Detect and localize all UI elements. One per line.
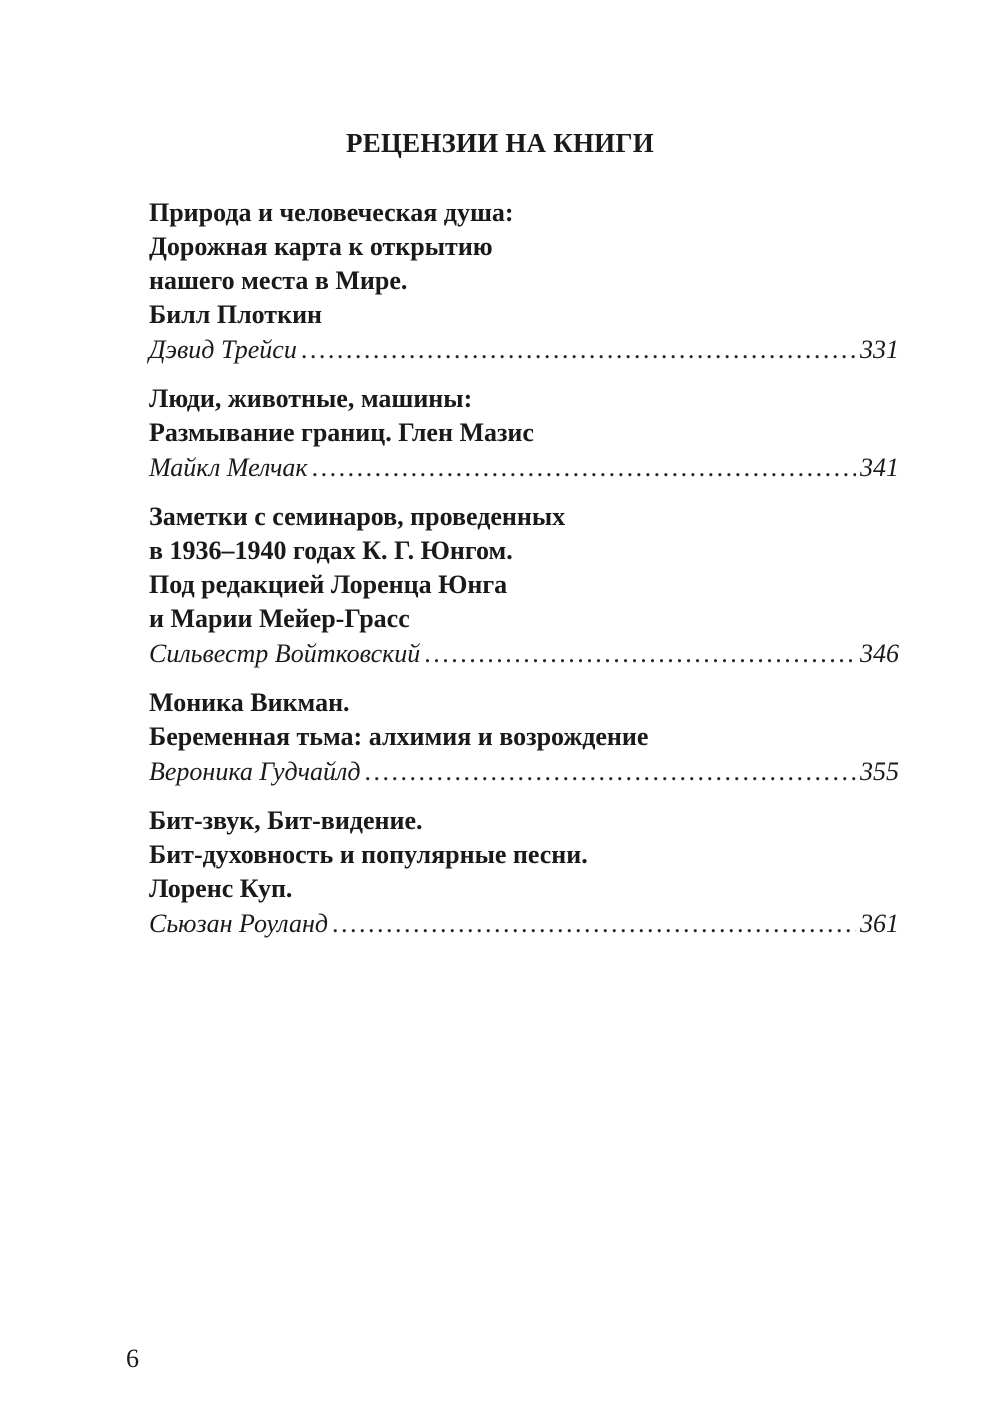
title-line: Природа и человеческая душа: [149,198,514,227]
title-line: в 1936–1940 годах К. Г. Юнгом. [149,536,513,565]
book-title [149,804,899,906]
page-ref: 361 [860,909,899,938]
title-line: Лоренс Куп. [149,874,293,903]
title-line: нашего места в Мире. [149,266,408,295]
book-title [149,500,899,636]
title-line: и Марии Мейер-Грасс [149,604,410,633]
title-line: Люди, животные, машины: [149,384,473,413]
reviewer-name: Майкл Мелчак [149,453,308,482]
title-line: Моника Викман. [149,688,350,717]
reviewer-name: Дэвид Трейси [149,335,297,364]
reviewer-line [149,636,899,672]
page-ref: 346 [860,639,899,668]
toc-entry [149,686,899,790]
reviewer-name: Сильвестр Войтковский [149,639,421,668]
section-title: РЕЦЕНЗИИ НА КНИГИ [346,128,654,158]
dot-leader [301,332,856,368]
title-line: Размывание границ. Глен Мазис [149,418,534,447]
reviewer-name: Вероника Гудчайлд [149,757,361,786]
reviewer-line [149,450,899,486]
reviewer-line [149,906,899,942]
reviewer-name: Сьюзан Роуланд [149,909,329,938]
dot-leader [332,906,856,942]
toc-entry [149,804,899,942]
title-line: Заметки с семинаров, проведенных [149,502,566,531]
book-title [149,196,899,332]
page-ref: 331 [860,335,899,364]
title-line: Билл Плоткин [149,300,323,329]
dot-leader [424,636,856,672]
toc-entry [149,382,899,486]
toc-entry [149,196,899,368]
reviewer-line [149,754,899,790]
title-line: Дорожная карта к открытию [149,232,493,261]
dot-leader [312,450,856,486]
title-line: Бит-духовность и популярные песни. [149,840,588,869]
page-ref: 341 [860,453,899,482]
book-title [149,686,899,754]
title-line: Под редакцией Лоренца Юнга [149,570,508,599]
page-ref: 355 [860,757,899,786]
page-number: 6 [126,1344,139,1373]
reviewer-line [149,332,899,368]
dot-leader [365,754,856,790]
table-of-contents [149,196,899,956]
title-line: Беременная тьма: алхимия и возрождение [149,722,649,751]
toc-entry [149,500,899,672]
title-line: Бит-звук, Бит-видение. [149,806,423,835]
book-title [149,382,899,450]
